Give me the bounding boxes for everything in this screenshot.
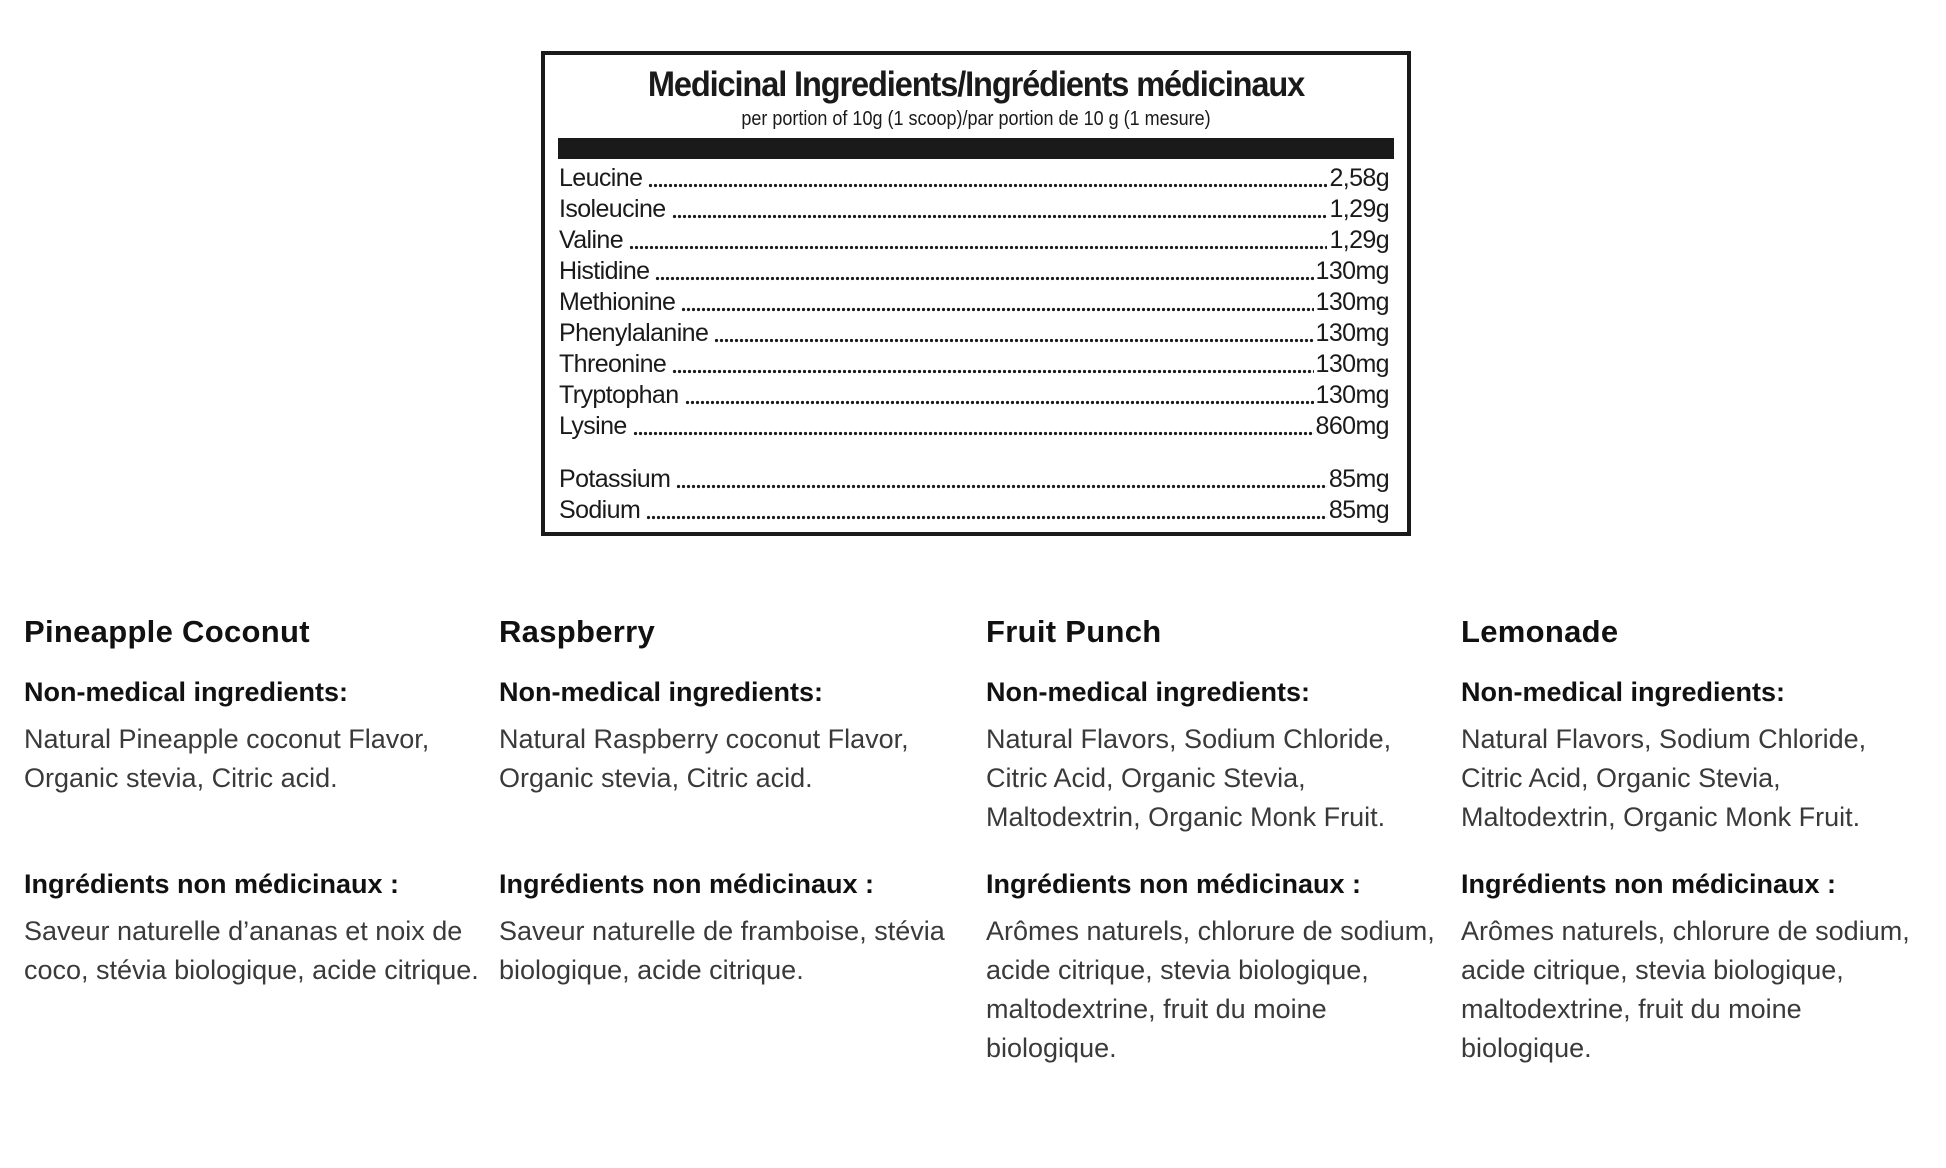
nonmed-en-title: Non-medical ingredients:: [499, 677, 824, 707]
ingredient-row: [559, 350, 1389, 381]
nonmed-fr-title: Ingrédients non médicinaux :: [986, 869, 1362, 899]
ingredient-name: Valine: [559, 226, 624, 254]
ingredient-row: [559, 257, 1389, 288]
flavor-name: Pineapple Coconut: [24, 614, 310, 649]
mineral-amount: 85mg: [1328, 465, 1389, 493]
ingredient-row: [559, 381, 1389, 412]
mineral-row: [559, 496, 1389, 527]
dot-leader: [714, 337, 1313, 343]
nonmed-fr-text: Saveur naturelle d’ananas et noix de coco, stévia biologique, acide citrique.: [24, 916, 479, 985]
panel-divider-bar: [558, 138, 1394, 159]
nonmed-en-text: Natural Raspberry coconut Flavor, Organic stevia, Citric acid.: [499, 724, 909, 793]
flavor-column-raspberry: [499, 612, 969, 985]
mineral-name: Sodium: [559, 496, 641, 524]
dot-leader: [655, 275, 1313, 281]
dot-leader: [681, 306, 1313, 312]
ingredient-row: [559, 226, 1389, 257]
ingredient-row: [559, 288, 1389, 319]
dot-leader: [633, 430, 1314, 436]
nonmed-en-title: Non-medical ingredients:: [1461, 677, 1786, 707]
ingredient-amount: 130mg: [1315, 319, 1389, 347]
ingredient-amount: 2,58g: [1329, 164, 1389, 192]
ingredient-name: Lysine: [559, 412, 627, 440]
ingredient-name: Tryptophan: [559, 381, 679, 409]
dot-leader: [648, 182, 1327, 188]
ingredient-name: Threonine: [559, 350, 667, 378]
nonmed-fr-title: Ingrédients non médicinaux :: [1461, 869, 1837, 899]
panel-title: Medicinal Ingredients/Ingrédients médicinaux: [647, 65, 1305, 104]
panel-subtitle: per portion of 10g (1 scoop)/par portion de 10 g (1 mesure): [741, 108, 1211, 130]
ingredient-amount: 130mg: [1315, 350, 1389, 378]
medicinal-ingredients-panel: [541, 51, 1411, 536]
nonmed-fr-title: Ingrédients non médicinaux :: [24, 869, 400, 899]
mineral-amount: 85mg: [1328, 496, 1389, 524]
flavor-column-fruit-punch: [986, 612, 1456, 1063]
nonmed-en-title: Non-medical ingredients:: [986, 677, 1311, 707]
nonmed-en-text: Natural Pineapple coconut Flavor, Organic stevia, Citric acid.: [24, 724, 430, 793]
nonmed-fr-title: Ingrédients non médicinaux :: [499, 869, 875, 899]
ingredient-row: [559, 412, 1389, 443]
ingredient-amount: 130mg: [1315, 257, 1389, 285]
nonmed-fr-text: Arômes naturels, chlorure de sodium, acide citrique, stevia biologique, maltodextrine, fruit du moine biologique.: [986, 916, 1435, 1063]
ingredient-name: Leucine: [559, 164, 643, 192]
nonmed-en-title: Non-medical ingredients:: [24, 677, 349, 707]
ingredient-name: Methionine: [559, 288, 676, 316]
ingredient-list: [559, 164, 1389, 527]
flavor-name: Lemonade: [1461, 614, 1619, 649]
mineral-row: [559, 465, 1389, 496]
ingredient-amount: 130mg: [1315, 381, 1389, 409]
dot-leader: [676, 483, 1327, 489]
dot-leader: [646, 514, 1327, 520]
ingredient-name: Phenylalanine: [559, 319, 709, 347]
flavor-name: Raspberry: [499, 614, 656, 649]
dot-leader: [685, 399, 1314, 405]
dot-leader: [629, 244, 1327, 250]
nonmed-fr-text: Arômes naturels, chlorure de sodium, acide citrique, stevia biologique, maltodextrine, fruit du moine biologique.: [1461, 916, 1910, 1063]
ingredient-amount: 1,29g: [1329, 226, 1389, 254]
ingredient-name: Isoleucine: [559, 195, 666, 223]
nonmed-en-text: Natural Flavors, Sodium Chloride, Citric Acid, Organic Stevia, Maltodextrin, Organic Monk Fruit.: [986, 724, 1392, 832]
nonmed-fr-text: Saveur naturelle de framboise, stévia biologique, acide citrique.: [499, 916, 945, 985]
ingredient-row: [559, 195, 1389, 226]
flavor-name: Fruit Punch: [986, 614, 1162, 649]
nonmed-en-text: Natural Flavors, Sodium Chloride, Citric Acid, Organic Stevia, Maltodextrin, Organic Monk Fruit.: [1461, 724, 1867, 832]
ingredient-amount: 860mg: [1315, 412, 1389, 440]
flavor-column-lemonade: [1461, 612, 1931, 1063]
ingredient-amount: 1,29g: [1329, 195, 1389, 223]
mineral-name: Potassium: [559, 465, 671, 493]
ingredient-row: [559, 319, 1389, 350]
ingredient-row: [559, 164, 1389, 195]
ingredient-amount: 130mg: [1315, 288, 1389, 316]
flavor-column-pineapple-coconut: [24, 612, 494, 985]
dot-leader: [672, 213, 1328, 219]
ingredient-name: Histidine: [559, 257, 650, 285]
dot-leader: [672, 368, 1313, 374]
